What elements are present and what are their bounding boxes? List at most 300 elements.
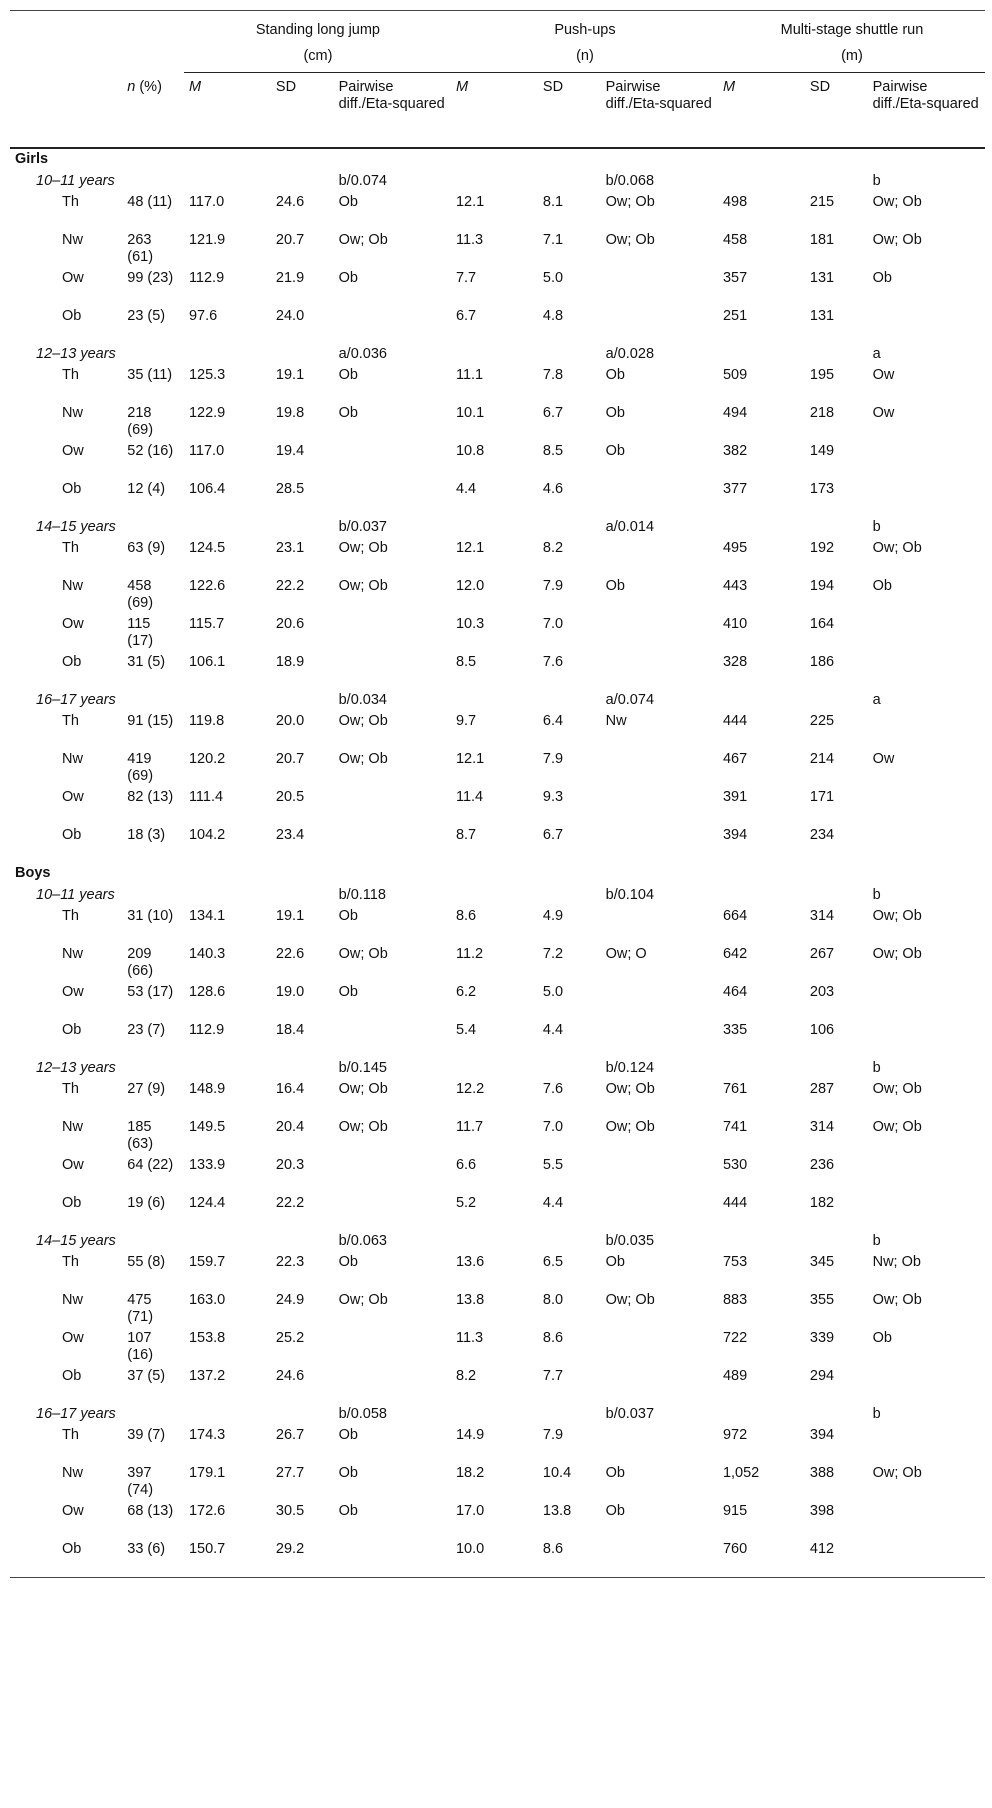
pairwise-cell-shuttle-run: [868, 787, 985, 825]
sd-cell-push-ups: 5.0: [542, 270, 564, 286]
sd-cell-shuttle-run: 149: [809, 443, 835, 459]
weight-group-cell: Ob: [62, 308, 82, 324]
pairwise-cell-shuttle-run: [868, 711, 985, 749]
table-row: [10, 1539, 985, 1577]
empty-cell: [184, 517, 271, 538]
n-percent-cell: 91 (15): [127, 713, 174, 729]
sd-cell-push-ups: 8.5: [542, 443, 564, 459]
mean-cell-push-ups: 4.4: [455, 481, 477, 497]
table-row: [10, 1079, 985, 1117]
n-percent-cell: 55 (8): [127, 1254, 166, 1270]
sd-cell-long-jump: 24.0: [275, 308, 305, 324]
sd-cell-long-jump: 19.0: [275, 984, 305, 1000]
mean-cell-shuttle-run: 410: [722, 616, 748, 632]
group-stat-long-jump: a/0.036: [338, 346, 387, 362]
table-row: [10, 614, 985, 652]
mean-cell-shuttle-run: 761: [722, 1081, 748, 1097]
pairwise-cell-push-ups: [601, 306, 718, 344]
mean-cell-push-ups: 10.1: [455, 405, 485, 421]
section-label: Girls: [15, 151, 49, 167]
age-group-label: 14–15 years: [36, 1233, 116, 1249]
table-row: [10, 479, 985, 517]
group-stat-push-ups: a/0.074: [605, 692, 655, 708]
weight-group-cell: Ow: [62, 616, 84, 632]
table-row: [10, 230, 985, 268]
empty-cell: [271, 885, 334, 906]
group-stat-long-jump: b/0.118: [338, 887, 386, 903]
mean-cell-long-jump: 174.3: [188, 1427, 226, 1443]
sd-cell-long-jump: 23.4: [275, 827, 305, 843]
n-percent-cell: 218 (69): [127, 405, 154, 438]
mean-cell-push-ups: 9.7: [455, 713, 477, 729]
mean-cell-shuttle-run: 509: [722, 367, 748, 383]
table-row: [10, 652, 985, 690]
table-row: [10, 944, 985, 982]
empty-cell: [805, 885, 868, 906]
measure-header-long-jump: Standing long jump: [255, 22, 381, 38]
sd-cell-long-jump: 24.6: [275, 1368, 305, 1384]
pairwise-cell-push-ups: [601, 825, 718, 863]
group-stat-push-ups: a/0.014: [605, 519, 655, 535]
mean-cell-shuttle-run: 494: [722, 405, 748, 421]
group-stat-long-jump: b/0.058: [338, 1406, 387, 1422]
mean-cell-long-jump: 134.1: [188, 908, 226, 924]
n-percent-cell: 68 (13): [127, 1503, 174, 1519]
sd-cell-long-jump: 29.2: [275, 1541, 305, 1557]
n-percent-cell: 99 (23): [127, 270, 174, 286]
table-row: [10, 1193, 985, 1231]
pairwise-header-shuttle-run: Pairwise diff./Eta-squared: [868, 73, 985, 149]
pairwise-cell-shuttle-run: Ob: [872, 270, 892, 286]
table-row: [10, 1366, 985, 1404]
group-stat-shuttle-run: a: [872, 692, 881, 708]
sd-cell-long-jump: 19.4: [275, 443, 305, 459]
sd-cell-shuttle-run: 234: [809, 827, 835, 843]
sd-cell-long-jump: 19.8: [275, 405, 305, 421]
group-stat-shuttle-run: a: [872, 346, 881, 362]
sd-cell-push-ups: 7.1: [542, 232, 564, 248]
pairwise-cell-shuttle-run: Ob: [872, 1330, 892, 1346]
n-percent-cell: 419 (69): [127, 751, 154, 784]
sd-cell-shuttle-run: 173: [809, 481, 835, 497]
pairwise-cell-push-ups: Ow; Ob: [605, 232, 655, 248]
mean-cell-shuttle-run: 391: [722, 789, 748, 805]
empty-cell: [805, 1404, 868, 1425]
pairwise-cell-push-ups: Ow; Ob: [605, 1081, 655, 1097]
n-percent-cell: 23 (5): [127, 308, 166, 324]
weight-group-cell: Th: [62, 908, 79, 924]
mean-header-shuttle-run: M: [718, 73, 805, 149]
table-row: [10, 365, 985, 403]
pairwise-cell-shuttle-run: Ow: [872, 367, 895, 383]
weight-group-cell: Ow: [62, 1503, 84, 1519]
mean-cell-push-ups: 11.1: [455, 367, 484, 383]
pairwise-cell-long-jump: [334, 1155, 451, 1193]
age-group-row: [10, 1404, 985, 1425]
sd-cell-shuttle-run: 294: [809, 1368, 835, 1384]
mean-cell-long-jump: 124.4: [188, 1195, 226, 1211]
mean-cell-shuttle-run: 335: [722, 1022, 748, 1038]
pairwise-cell-push-ups: Ob: [605, 1503, 625, 1519]
age-group-label: 10–11 years: [36, 173, 115, 189]
mean-cell-push-ups: 18.2: [455, 1465, 485, 1481]
mean-cell-long-jump: 149.5: [188, 1119, 226, 1135]
sd-cell-shuttle-run: 214: [809, 751, 835, 767]
pairwise-cell-shuttle-run: Ow: [872, 405, 895, 421]
sd-cell-long-jump: 27.7: [275, 1465, 305, 1481]
pairwise-cell-shuttle-run: [868, 825, 985, 863]
pairwise-cell-push-ups: Ow; Ob: [605, 1119, 655, 1135]
empty-cell: [451, 1231, 538, 1252]
sd-cell-long-jump: 20.0: [275, 713, 305, 729]
empty-cell: [718, 1231, 805, 1252]
sd-cell-shuttle-run: 181: [809, 232, 835, 248]
weight-group-cell: Ob: [62, 827, 82, 843]
pairwise-cell-shuttle-run: [868, 479, 985, 517]
sd-cell-push-ups: 13.8: [542, 1503, 572, 1519]
empty-cell: [805, 1231, 868, 1252]
mean-cell-shuttle-run: 498: [722, 194, 748, 210]
mean-cell-shuttle-run: 642: [722, 946, 748, 962]
pairwise-cell-push-ups: Ob: [605, 1465, 625, 1481]
group-stat-shuttle-run: b: [872, 1233, 881, 1249]
sd-cell-shuttle-run: 192: [809, 540, 835, 556]
sd-cell-long-jump: 23.1: [275, 540, 305, 556]
pairwise-cell-long-jump: Ow; Ob: [338, 946, 388, 962]
mean-cell-push-ups: 11.2: [455, 946, 484, 962]
sd-header-push-ups: SD: [538, 73, 601, 149]
sd-cell-long-jump: 20.6: [275, 616, 305, 632]
sd-cell-shuttle-run: 412: [809, 1541, 835, 1557]
empty-cell: [451, 885, 538, 906]
sd-cell-long-jump: 20.3: [275, 1157, 305, 1173]
mean-cell-long-jump: 122.9: [188, 405, 226, 421]
mean-cell-shuttle-run: 443: [722, 578, 748, 594]
pairwise-cell-push-ups: [601, 1366, 718, 1404]
empty-cell: [538, 517, 601, 538]
empty-cell: [718, 344, 805, 365]
n-percent-cell: 18 (3): [127, 827, 166, 843]
sd-cell-push-ups: 7.0: [542, 1119, 564, 1135]
empty-cell: [718, 1404, 805, 1425]
mean-cell-shuttle-run: 883: [722, 1292, 748, 1308]
pairwise-cell-long-jump: Ow; Ob: [338, 713, 388, 729]
pairwise-cell-push-ups: [601, 538, 718, 576]
table-row: [10, 825, 985, 863]
n-percent-cell: 23 (7): [127, 1022, 166, 1038]
sd-cell-long-jump: 18.9: [275, 654, 305, 670]
age-group-label: 16–17 years: [36, 692, 116, 708]
age-group-row: [10, 344, 985, 365]
mean-cell-push-ups: 7.7: [455, 270, 477, 286]
empty-cell: [718, 1058, 805, 1079]
weight-group-cell: Th: [62, 1081, 79, 1097]
pairwise-cell-shuttle-run: [868, 441, 985, 479]
sd-cell-push-ups: 5.0: [542, 984, 564, 1000]
mean-cell-long-jump: 121.9: [188, 232, 226, 248]
group-stat-long-jump: b/0.145: [338, 1060, 387, 1076]
group-stat-long-jump: b/0.037: [338, 519, 387, 535]
pairwise-cell-long-jump: [334, 825, 451, 863]
sd-cell-push-ups: 7.9: [542, 1427, 564, 1443]
empty-cell: [451, 517, 538, 538]
table-header: [10, 11, 985, 148]
sd-cell-push-ups: 4.4: [542, 1195, 564, 1211]
mean-cell-long-jump: 153.8: [188, 1330, 226, 1346]
age-group-label: 12–13 years: [36, 346, 116, 362]
sd-cell-push-ups: 6.5: [542, 1254, 564, 1270]
mean-cell-shuttle-run: 722: [722, 1330, 748, 1346]
sd-cell-push-ups: 7.2: [542, 946, 564, 962]
pairwise-cell-long-jump: Ow; Ob: [338, 232, 388, 248]
group-stat-push-ups: b/0.104: [605, 887, 655, 903]
mean-cell-shuttle-run: 972: [722, 1427, 748, 1443]
pairwise-cell-shuttle-run: Ow; Ob: [872, 194, 922, 210]
table-row: [10, 1252, 985, 1290]
empty-cell: [451, 1058, 538, 1079]
empty-cell: [271, 344, 334, 365]
mean-cell-push-ups: 6.6: [455, 1157, 477, 1173]
group-stat-shuttle-run: b: [872, 1060, 881, 1076]
weight-group-cell: Ow: [62, 1157, 84, 1173]
sd-cell-shuttle-run: 355: [809, 1292, 835, 1308]
mean-cell-push-ups: 12.1: [455, 751, 485, 767]
empty-cell: [538, 171, 601, 192]
pairwise-cell-shuttle-run: Ow: [872, 751, 895, 767]
weight-group-cell: Ow: [62, 1330, 84, 1346]
n-percent-cell: 185 (63): [127, 1119, 154, 1152]
mean-cell-push-ups: 13.6: [455, 1254, 485, 1270]
mean-cell-push-ups: 17.0: [455, 1503, 485, 1519]
table-row: [10, 268, 985, 306]
table-row: [10, 787, 985, 825]
sd-cell-push-ups: 4.4: [542, 1022, 564, 1038]
sd-header-shuttle-run: SD: [805, 73, 868, 149]
pairwise-cell-shuttle-run: [868, 1020, 985, 1058]
sd-cell-shuttle-run: 171: [809, 789, 835, 805]
empty-cell: [184, 1404, 271, 1425]
mean-cell-long-jump: 120.2: [188, 751, 226, 767]
sd-cell-shuttle-run: 236: [809, 1157, 835, 1173]
sd-cell-long-jump: 22.6: [275, 946, 305, 962]
table-row: [10, 192, 985, 230]
pairwise-cell-long-jump: [334, 614, 451, 652]
pairwise-cell-long-jump: Ow; Ob: [338, 751, 388, 767]
pairwise-cell-push-ups: Ow; Ob: [605, 194, 655, 210]
table-row: [10, 576, 985, 614]
weight-group-cell: Ow: [62, 443, 84, 459]
pairwise-cell-long-jump: [334, 441, 451, 479]
n-percent-cell: 31 (10): [127, 908, 174, 924]
mean-cell-push-ups: 13.8: [455, 1292, 485, 1308]
weight-group-cell: Nw: [62, 946, 83, 962]
sd-cell-shuttle-run: 398: [809, 1503, 835, 1519]
mean-cell-long-jump: 104.2: [188, 827, 226, 843]
table-row: [10, 1425, 985, 1463]
n-percent-cell: 475 (71): [127, 1292, 154, 1325]
mean-cell-push-ups: 12.2: [455, 1081, 485, 1097]
mean-cell-long-jump: 159.7: [188, 1254, 226, 1270]
weight-group-cell: Ob: [62, 1368, 82, 1384]
mean-cell-long-jump: 128.6: [188, 984, 226, 1000]
pairwise-cell-long-jump: Ob: [338, 270, 358, 286]
pairwise-cell-long-jump: Ow; Ob: [338, 540, 388, 556]
pairwise-cell-shuttle-run: Ob: [872, 578, 892, 594]
mean-cell-push-ups: 8.5: [455, 654, 477, 670]
table-row: [10, 982, 985, 1020]
age-group-label: 16–17 years: [36, 1406, 116, 1422]
unit-shuttle-run: (m): [841, 48, 863, 64]
table-row: [10, 711, 985, 749]
table-row: [10, 749, 985, 787]
mean-cell-long-jump: 106.4: [188, 481, 226, 497]
n-header: n: [127, 78, 136, 95]
mean-cell-shuttle-run: 377: [722, 481, 748, 497]
mean-cell-long-jump: 117.0: [188, 443, 225, 459]
weight-group-cell: Th: [62, 194, 79, 210]
mean-cell-push-ups: 11.3: [455, 232, 484, 248]
sd-cell-long-jump: 21.9: [275, 270, 305, 286]
weight-group-cell: Ob: [62, 1541, 82, 1557]
pairwise-cell-push-ups: Nw: [605, 713, 627, 729]
section-row: [10, 148, 985, 171]
mean-cell-long-jump: 163.0: [188, 1292, 226, 1308]
empty-cell: [805, 344, 868, 365]
sd-cell-push-ups: 9.3: [542, 789, 564, 805]
pairwise-cell-shuttle-run: [868, 652, 985, 690]
sd-cell-shuttle-run: 314: [809, 908, 835, 924]
sd-cell-long-jump: 28.5: [275, 481, 305, 497]
mean-cell-shuttle-run: 495: [722, 540, 748, 556]
sd-cell-push-ups: 7.6: [542, 654, 564, 670]
mean-cell-push-ups: 12.1: [455, 540, 485, 556]
mean-cell-shuttle-run: 357: [722, 270, 748, 286]
empty-cell: [271, 1058, 334, 1079]
sd-cell-push-ups: 8.2: [542, 540, 564, 556]
empty-cell: [718, 171, 805, 192]
n-percent-cell: 52 (16): [127, 443, 174, 459]
table-body: [10, 148, 985, 1577]
n-percent-cell: 82 (13): [127, 789, 174, 805]
pairwise-cell-push-ups: [601, 479, 718, 517]
pairwise-cell-long-jump: [334, 1193, 451, 1231]
sd-cell-shuttle-run: 267: [809, 946, 835, 962]
pairwise-cell-push-ups: Ob: [605, 578, 625, 594]
pairwise-cell-shuttle-run: [868, 614, 985, 652]
empty-cell: [538, 1404, 601, 1425]
mean-cell-long-jump: 111.4: [188, 789, 224, 805]
empty-cell: [538, 344, 601, 365]
weight-group-cell: Ob: [62, 654, 82, 670]
mean-cell-long-jump: 112.9: [188, 1022, 225, 1038]
n-percent-cell: 12 (4): [127, 481, 166, 497]
sd-cell-push-ups: 7.0: [542, 616, 564, 632]
weight-group-cell: Ob: [62, 481, 82, 497]
results-table: [10, 11, 985, 1577]
group-stat-push-ups: b/0.037: [605, 1406, 655, 1422]
sd-cell-long-jump: 22.2: [275, 578, 305, 594]
empty-cell: [184, 1231, 271, 1252]
mean-cell-shuttle-run: 394: [722, 827, 748, 843]
pairwise-cell-long-jump: Ob: [338, 1503, 358, 1519]
weight-group-cell: Nw: [62, 405, 83, 421]
pairwise-cell-shuttle-run: Ow; Ob: [872, 1119, 922, 1135]
mean-cell-shuttle-run: 664: [722, 908, 748, 924]
age-group-label: 10–11 years: [36, 887, 115, 903]
mean-cell-long-jump: 150.7: [188, 1541, 226, 1557]
sd-cell-long-jump: 25.2: [275, 1330, 305, 1346]
mean-cell-push-ups: 5.2: [455, 1195, 477, 1211]
results-table-container: [10, 10, 985, 1578]
pairwise-cell-long-jump: Ow; Ob: [338, 1119, 388, 1135]
group-stat-push-ups: b/0.035: [605, 1233, 655, 1249]
pairwise-cell-long-jump: Ob: [338, 1427, 358, 1443]
empty-cell: [718, 690, 805, 711]
mean-cell-long-jump: 122.6: [188, 578, 226, 594]
sd-cell-long-jump: 24.9: [275, 1292, 305, 1308]
sd-header-long-jump: SD: [271, 73, 334, 149]
pairwise-cell-push-ups: Ob: [605, 405, 625, 421]
sd-cell-shuttle-run: 164: [809, 616, 835, 632]
pairwise-cell-shuttle-run: [868, 982, 985, 1020]
weight-group-cell: Nw: [62, 1292, 83, 1308]
measure-header-shuttle-run: Multi-stage shuttle run: [780, 22, 924, 38]
sd-cell-shuttle-run: 131: [809, 270, 835, 286]
weight-group-cell: Th: [62, 1254, 79, 1270]
n-percent-cell: 107 (16): [127, 1330, 154, 1363]
pairwise-cell-shuttle-run: Ow; Ob: [872, 908, 922, 924]
sd-cell-long-jump: 30.5: [275, 1503, 305, 1519]
empty-cell: [184, 690, 271, 711]
table-row: [10, 306, 985, 344]
pairwise-cell-long-jump: Ob: [338, 1465, 358, 1481]
mean-cell-long-jump: 115.7: [188, 616, 225, 632]
pairwise-cell-shuttle-run: [868, 1501, 985, 1539]
mean-cell-shuttle-run: 251: [722, 308, 748, 324]
mean-cell-push-ups: 10.8: [455, 443, 485, 459]
pairwise-cell-push-ups: Ob: [605, 443, 625, 459]
weight-group-cell: Nw: [62, 232, 83, 248]
mean-cell-long-jump: 172.6: [188, 1503, 226, 1519]
pairwise-cell-shuttle-run: [868, 306, 985, 344]
empty-cell: [184, 171, 271, 192]
pairwise-cell-long-jump: [334, 652, 451, 690]
pairwise-cell-shuttle-run: Ow; Ob: [872, 232, 922, 248]
mean-cell-long-jump: 119.8: [188, 713, 225, 729]
pairwise-cell-shuttle-run: [868, 1193, 985, 1231]
pairwise-cell-long-jump: Ow; Ob: [338, 578, 388, 594]
mean-cell-long-jump: 97.6: [188, 308, 218, 324]
pairwise-cell-shuttle-run: Ow; Ob: [872, 946, 922, 962]
age-group-label: 12–13 years: [36, 1060, 116, 1076]
mean-cell-shuttle-run: 458: [722, 232, 748, 248]
n-percent-cell: 31 (5): [127, 654, 166, 670]
pairwise-cell-push-ups: [601, 1193, 718, 1231]
pairwise-cell-long-jump: Ow; Ob: [338, 1081, 388, 1097]
pairwise-cell-shuttle-run: [868, 1366, 985, 1404]
unit-push-ups: (n): [576, 48, 594, 64]
measure-header-push-ups: Push-ups: [554, 22, 616, 38]
section-row: [10, 863, 985, 885]
group-stat-push-ups: a/0.028: [605, 346, 655, 362]
mean-cell-push-ups: 11.3: [455, 1330, 484, 1346]
empty-cell: [184, 885, 271, 906]
n-percent-header: [122, 73, 184, 149]
empty-cell: [538, 1058, 601, 1079]
mean-cell-shuttle-run: 444: [722, 713, 748, 729]
group-stat-push-ups: b/0.068: [605, 173, 655, 189]
n-percent-cell: 48 (11): [127, 194, 173, 210]
